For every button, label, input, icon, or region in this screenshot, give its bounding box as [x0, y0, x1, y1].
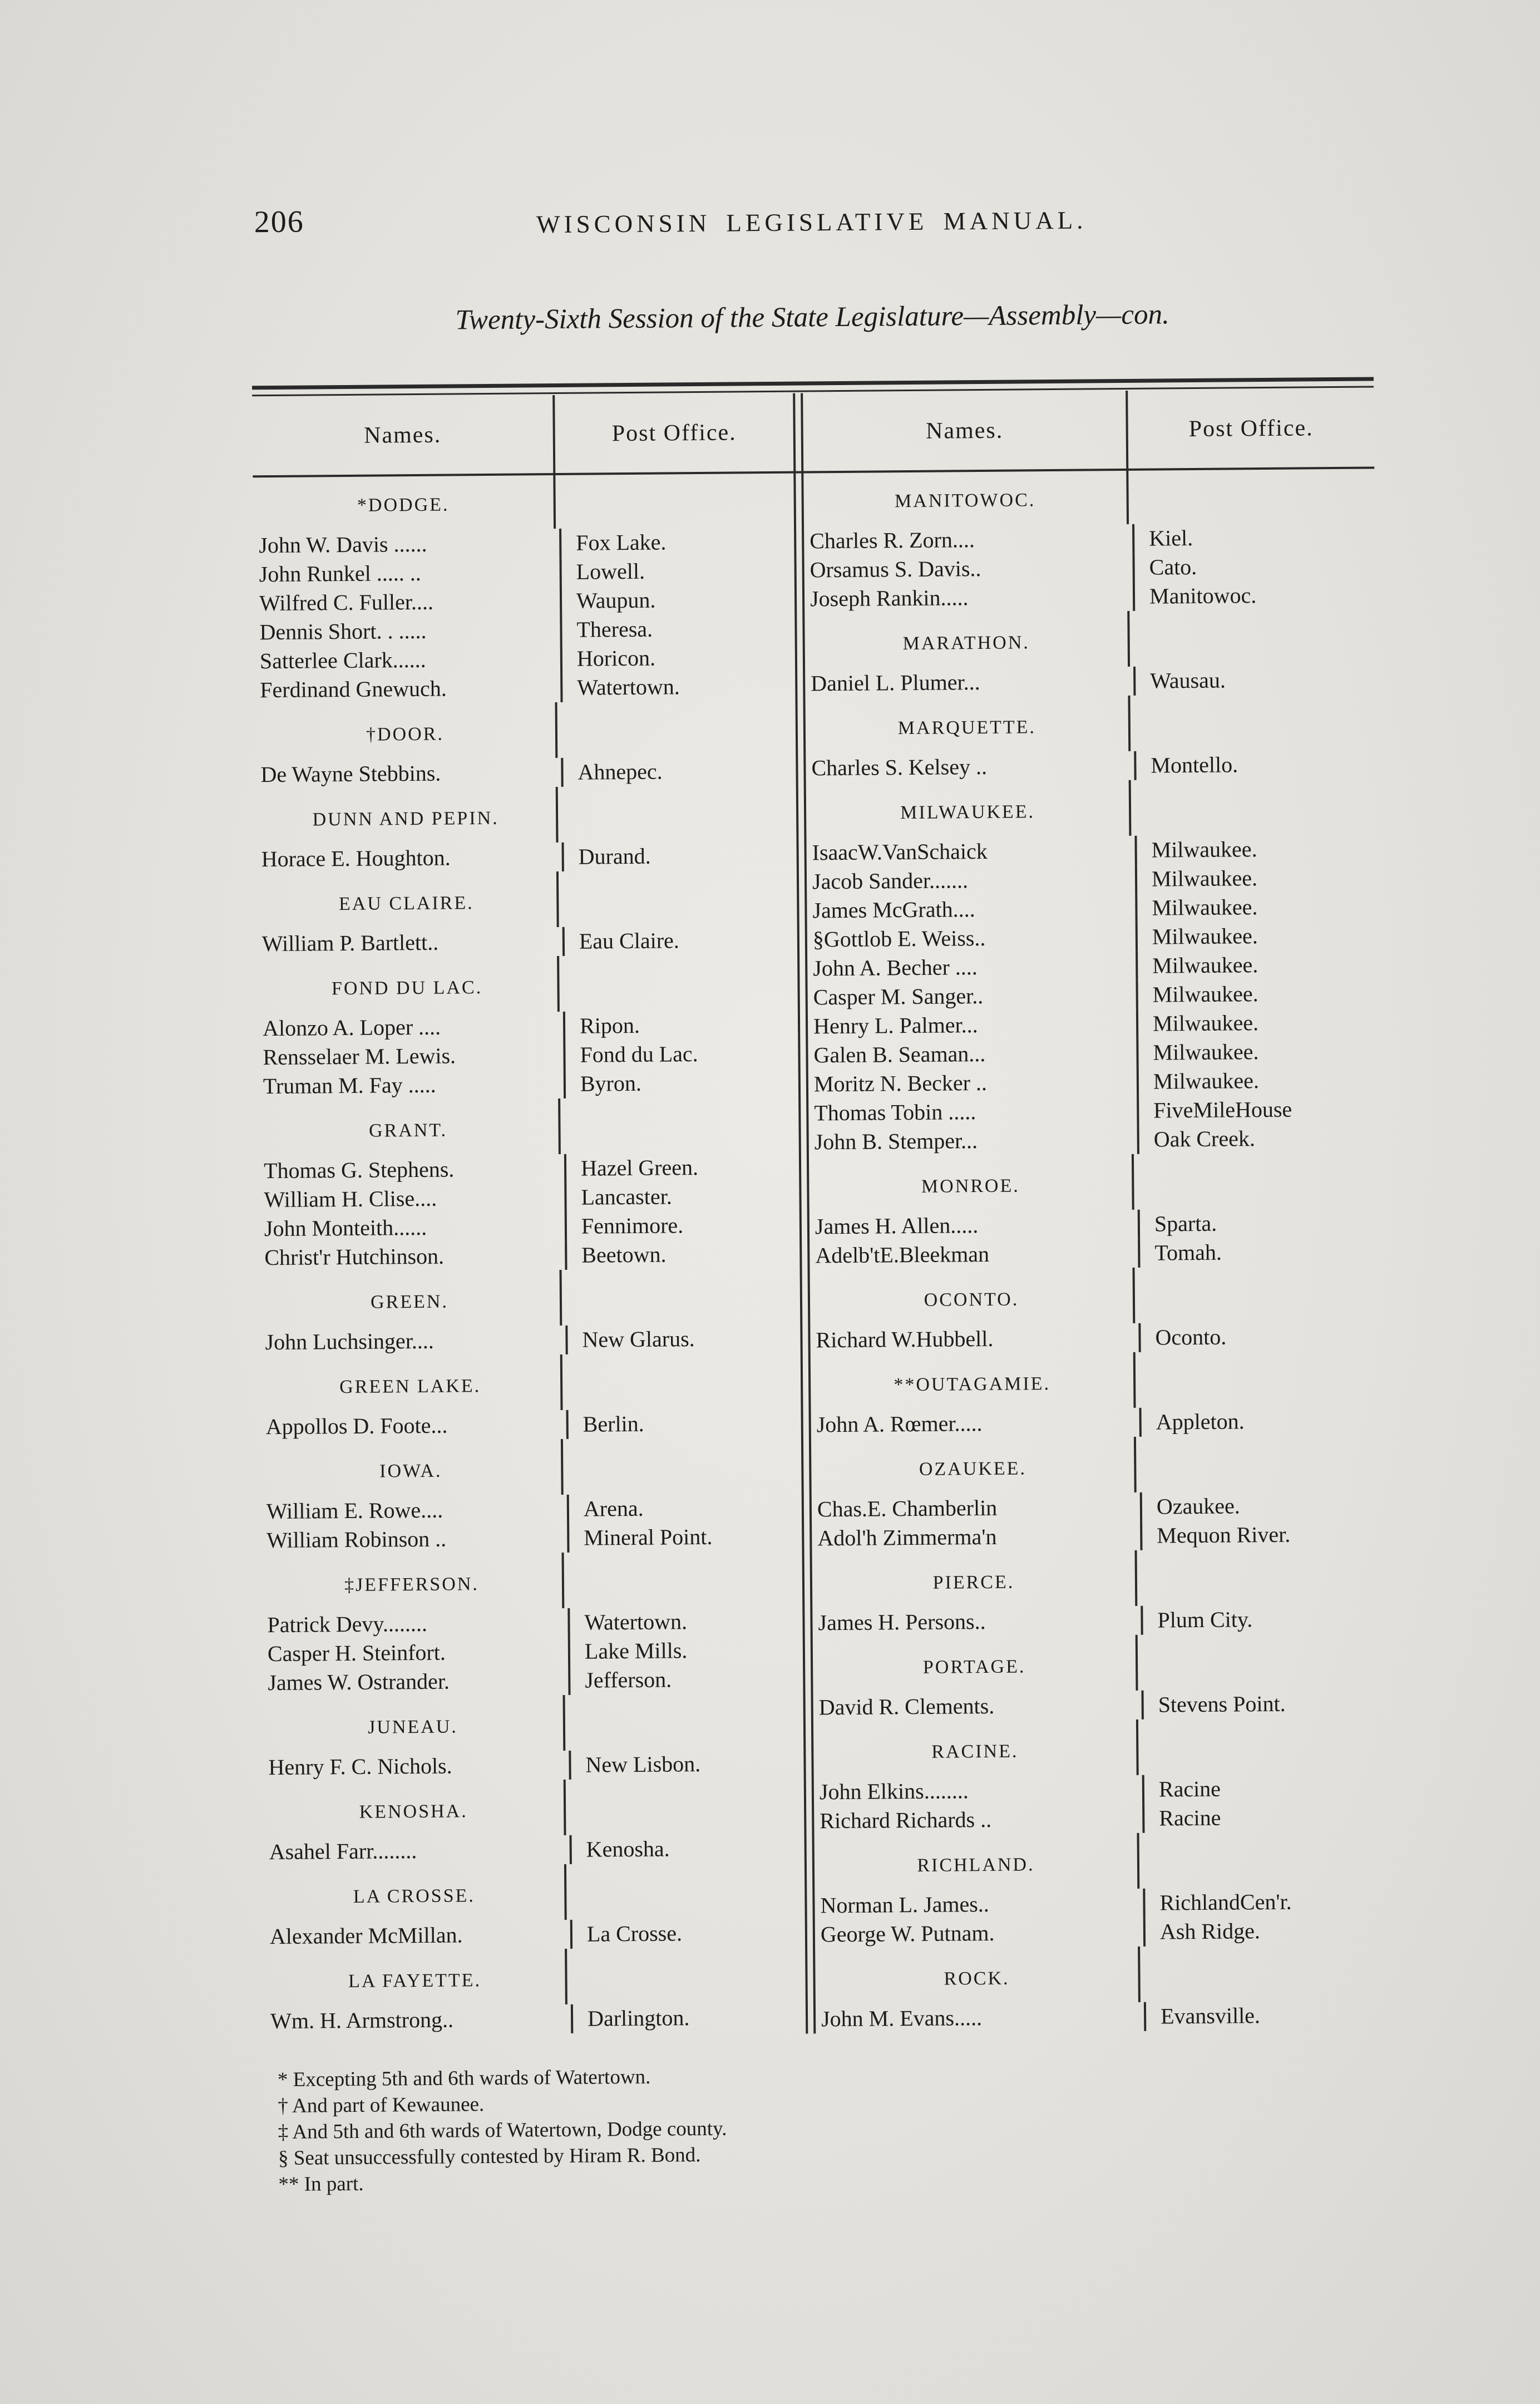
county-header: KENOSHA.	[263, 1780, 566, 1838]
county-header: OCONTO.	[810, 1268, 1136, 1326]
county-row	[259, 1268, 801, 1328]
county-row	[263, 1693, 804, 1753]
member-row	[808, 1094, 1379, 1127]
member-name: William Robinson ..	[261, 1524, 569, 1555]
member-name: Richard W.Hubbell.	[810, 1323, 1141, 1355]
county-header-spacer	[563, 1437, 802, 1495]
county-row	[811, 1435, 1383, 1495]
table-body	[252, 388, 1386, 2038]
member-name: Jacob Sander.......	[807, 865, 1137, 896]
county-row	[812, 1548, 1384, 1608]
member-name: James McGrath....	[807, 894, 1137, 925]
member-post-office: Arena.	[583, 1495, 644, 1521]
member-name: Chas.E. Chamberlin	[812, 1492, 1142, 1524]
table-right-half	[803, 388, 1386, 2033]
county-row	[264, 1947, 806, 2007]
county-header-spacer	[558, 785, 797, 843]
member-post-office: Milwaukee.	[1153, 1068, 1260, 1094]
member-row	[254, 585, 794, 618]
member-post-office: Darlington.	[587, 2005, 690, 2031]
member-row	[260, 1408, 801, 1442]
member-post-office: New Glarus.	[582, 1326, 695, 1352]
member-name: Norman L. James..	[815, 1889, 1145, 1920]
member-row	[806, 834, 1377, 867]
member-post-office: Ahnepec.	[578, 758, 663, 785]
table-right-sections	[803, 466, 1386, 2033]
member-name: Patrick Devy........	[261, 1608, 570, 1639]
member-name: Henry L. Palmer...	[808, 1009, 1138, 1041]
member-row	[810, 1321, 1381, 1354]
member-row	[258, 1181, 799, 1215]
county-header: MARATHON.	[804, 611, 1130, 669]
member-name: James H. Persons..	[812, 1606, 1143, 1638]
member-post-office: Jefferson.	[585, 1667, 672, 1693]
county-header-spacer	[1136, 1350, 1382, 1407]
member-post-office: Sparta.	[1154, 1210, 1217, 1237]
county-header: OZAUKEE.	[811, 1437, 1137, 1495]
footnotes	[278, 2057, 1540, 2198]
member-row	[258, 1068, 798, 1101]
county-row	[256, 870, 797, 930]
member-post-office: Waupun.	[576, 587, 656, 613]
county-row	[805, 693, 1376, 753]
county-header-spacer	[1130, 693, 1376, 751]
member-row	[814, 1802, 1385, 1835]
county-header: MONROE.	[809, 1154, 1134, 1213]
member-name: Rensselaer M. Lewis.	[257, 1041, 565, 1072]
member-post-office: Milwaukee.	[1152, 923, 1258, 949]
county-header: **OUTAGAMIE.	[811, 1352, 1136, 1411]
member-post-office: Mequon River.	[1157, 1521, 1291, 1548]
county-row	[260, 1353, 801, 1413]
assembly-members-table	[252, 377, 1386, 2038]
member-name: Henry F. C. Nichols.	[263, 1751, 571, 1782]
county-header-spacer	[564, 1551, 803, 1608]
member-row	[254, 643, 795, 676]
county-header-spacer	[566, 1863, 805, 1920]
member-post-office: Fond du Lac.	[580, 1041, 698, 1067]
member-name: Thomas G. Stephens.	[258, 1154, 566, 1185]
member-post-office: Fennimore.	[581, 1213, 684, 1239]
member-post-office: Fox Lake.	[576, 529, 667, 555]
member-name: Joseph Rankin.....	[804, 582, 1135, 614]
county-row	[263, 1778, 804, 1838]
member-post-office: Hazel Green.	[580, 1155, 699, 1181]
county-row	[255, 701, 796, 761]
county-header: GREEN.	[259, 1270, 562, 1328]
county-header-spacer	[1140, 1944, 1386, 2002]
member-row	[253, 527, 794, 560]
member-name: Casper M. Sanger..	[808, 981, 1138, 1012]
county-header-spacer	[567, 1947, 806, 2004]
county-row	[813, 1717, 1385, 1777]
footnote: ‡ And 5th and 6th wards of Watertown, Dodge county.	[278, 2117, 727, 2144]
county-row	[809, 1152, 1380, 1212]
member-name: Adol'h Zimmerma'n	[812, 1521, 1142, 1553]
member-post-office: Watertown.	[584, 1609, 688, 1635]
member-name: John Monteith......	[259, 1212, 567, 1243]
county-header: MARQUETTE.	[805, 696, 1131, 754]
county-row	[803, 466, 1375, 526]
county-header-spacer	[1138, 1633, 1384, 1690]
member-row	[812, 1519, 1383, 1553]
county-row	[815, 1831, 1386, 1891]
member-post-office: Evansville.	[1160, 2003, 1261, 2029]
member-name: Christ'r Hutchinson.	[259, 1241, 567, 1272]
county-header: †DOOR.	[255, 702, 558, 760]
member-row	[812, 1604, 1383, 1637]
county-header: ROCK.	[815, 1947, 1141, 2005]
member-name: Dennis Short. . .....	[254, 615, 562, 647]
member-row	[805, 664, 1376, 698]
member-row	[265, 2003, 806, 2036]
member-post-office: Milwaukee.	[1153, 1039, 1259, 1065]
county-row	[255, 785, 797, 845]
county-header-spacer	[1131, 778, 1378, 835]
member-post-office: RichlandCen'r.	[1159, 1889, 1292, 1915]
member-post-office: Appleton.	[1156, 1408, 1245, 1435]
member-post-office: Ripon.	[579, 1012, 640, 1038]
member-row	[810, 1237, 1380, 1270]
member-row	[810, 1208, 1380, 1241]
county-header: EAU CLAIRE.	[256, 871, 559, 929]
member-post-office: Lancaster.	[581, 1184, 672, 1210]
table-left-sections	[253, 471, 806, 2036]
section-title: Twenty-Sixth Session of the State Legislature—Assembly—con.	[455, 299, 1169, 336]
member-post-office: Horicon.	[576, 645, 656, 671]
member-post-office: Ash Ridge.	[1159, 1918, 1261, 1944]
member-post-office: Oconto.	[1155, 1324, 1227, 1350]
member-row	[809, 1123, 1380, 1156]
member-row	[257, 1010, 798, 1043]
county-header: GRANT.	[258, 1098, 561, 1156]
member-row	[808, 978, 1379, 1012]
member-row	[261, 1522, 802, 1555]
member-name: John A. Becher ....	[807, 952, 1138, 983]
county-row	[811, 1350, 1382, 1410]
member-post-office: Tomah.	[1154, 1239, 1222, 1265]
county-header: LA FAYETTE.	[264, 1949, 567, 2007]
member-row	[258, 1152, 799, 1186]
member-row	[808, 1007, 1379, 1041]
county-header: MILWAUKEE.	[806, 780, 1132, 839]
member-row	[806, 749, 1376, 782]
member-row	[804, 580, 1375, 613]
county-header: DUNN AND PEPIN.	[255, 787, 559, 845]
member-name: Appollos D. Foote...	[260, 1410, 569, 1441]
member-row	[254, 672, 795, 705]
member-name: John M. Evans.....	[816, 2002, 1146, 2034]
member-row	[816, 2000, 1386, 2033]
county-header: PORTAGE.	[813, 1635, 1138, 1693]
county-row	[261, 1551, 803, 1611]
member-name: David R. Clements.	[813, 1691, 1144, 1722]
member-name: William H. Clise....	[258, 1183, 566, 1214]
member-name: Alexander McMillan.	[264, 1920, 572, 1951]
county-header: LA CROSSE.	[264, 1864, 567, 1922]
county-header-spacer	[559, 870, 797, 927]
member-row	[807, 949, 1378, 983]
county-row	[804, 609, 1376, 669]
member-name: Charles S. Kelsey ..	[806, 751, 1136, 783]
member-post-office: Byron.	[580, 1070, 642, 1096]
county-header-spacer	[555, 471, 794, 529]
member-row	[253, 556, 794, 589]
member-name: Richard Richards ..	[814, 1804, 1144, 1836]
county-header-spacer	[1136, 1435, 1383, 1492]
member-name: Satterlee Clark......	[254, 644, 562, 676]
member-post-office: Manitowoc.	[1149, 583, 1257, 609]
member-name: Adelb'tE.Bleekman	[810, 1239, 1140, 1270]
member-row	[814, 1773, 1385, 1806]
member-name: IsaacW.VanSchaick	[806, 836, 1137, 868]
member-post-office: Eau Claire.	[579, 928, 679, 954]
county-row	[806, 778, 1378, 838]
county-header: JUNEAU.	[263, 1695, 566, 1753]
member-post-office: Ozaukee.	[1156, 1493, 1240, 1519]
member-name: John Luchsinger....	[259, 1326, 567, 1357]
page-number: 206	[254, 204, 304, 240]
column-header-postoffice-left: Post Office.	[611, 420, 737, 447]
column-header-postoffice-right: Post Office.	[1188, 415, 1314, 442]
county-row	[813, 1633, 1384, 1693]
member-name: John B. Stemper...	[809, 1125, 1139, 1157]
footnote: † And part of Kewaunee.	[278, 2093, 485, 2118]
member-row	[813, 1688, 1384, 1722]
county-header-spacer	[559, 954, 798, 1012]
member-post-office: Kiel.	[1149, 525, 1193, 551]
member-name: Alonzo A. Loper ....	[257, 1012, 565, 1043]
member-name: William E. Rowe....	[261, 1495, 569, 1526]
member-row	[259, 1324, 800, 1357]
county-row	[260, 1437, 802, 1497]
member-post-office: Lake Mills.	[584, 1638, 688, 1664]
county-header-spacer	[557, 701, 796, 758]
member-name: De Wayne Stebbins.	[255, 758, 563, 789]
member-name: Casper H. Steinfort.	[262, 1637, 570, 1668]
running-head	[250, 195, 1373, 255]
table-header-row-right	[803, 388, 1374, 471]
book-title: WISCONSIN LEGISLATIVE MANUAL.	[536, 206, 1087, 239]
footnote: * Excepting 5th and 6th wards of Watertown.	[277, 2065, 651, 2092]
column-header-names-left: Names.	[252, 395, 555, 475]
member-name: John Runkel ..... ..	[253, 558, 561, 589]
member-name: Orsamus S. Davis..	[804, 553, 1134, 585]
member-row	[808, 1065, 1379, 1098]
county-header-spacer	[1128, 466, 1375, 524]
member-post-office: Milwaukee.	[1151, 865, 1258, 891]
county-header: RACINE.	[813, 1720, 1139, 1778]
county-header: PIERCE.	[812, 1550, 1138, 1609]
county-header: ‡JEFFERSON.	[261, 1553, 565, 1610]
county-row	[258, 1097, 799, 1157]
member-name: James H. Allen.....	[810, 1210, 1140, 1242]
member-row	[807, 891, 1378, 925]
member-post-office: Milwaukee.	[1151, 836, 1257, 863]
footnote: ** In part.	[278, 2172, 364, 2196]
county-header-spacer	[1139, 1831, 1386, 1888]
member-row	[261, 1493, 802, 1526]
member-row	[262, 1664, 803, 1698]
member-post-office: FiveMileHouse	[1153, 1096, 1292, 1123]
member-post-office: Cato.	[1149, 554, 1197, 580]
member-name: Wm. H. Armstrong..	[265, 2004, 573, 2036]
member-row	[804, 522, 1375, 555]
member-post-office: Milwaukee.	[1152, 894, 1258, 920]
member-row	[815, 1915, 1386, 1949]
member-name: Thomas Tobin .....	[808, 1096, 1139, 1128]
member-post-office: Lowell.	[576, 558, 645, 584]
member-row	[254, 614, 794, 647]
member-row	[257, 1039, 798, 1072]
member-name: James W. Ostrander.	[262, 1666, 570, 1697]
member-row	[259, 1239, 799, 1273]
county-header-spacer	[562, 1268, 801, 1326]
member-row	[256, 841, 797, 874]
member-row	[812, 1490, 1383, 1524]
county-header: IOWA.	[260, 1439, 564, 1497]
member-row	[264, 1918, 805, 1952]
county-header-spacer	[1138, 1717, 1385, 1775]
member-name: John Elkins........	[814, 1775, 1144, 1807]
member-name: Galen B. Seaman...	[808, 1038, 1138, 1070]
member-row	[255, 756, 796, 790]
member-post-office: Milwaukee.	[1152, 1010, 1259, 1036]
member-row	[807, 920, 1378, 954]
member-name: George W. Putnam.	[815, 1918, 1146, 1949]
table-header-row-left	[252, 393, 793, 476]
county-header-spacer	[565, 1693, 804, 1751]
county-row	[253, 471, 794, 531]
member-row	[807, 863, 1378, 896]
member-post-office: Racine	[1159, 1805, 1221, 1831]
member-post-office: Kenosha.	[586, 1836, 670, 1862]
member-name: William P. Bartlett..	[256, 927, 565, 958]
member-post-office: Mineral Point.	[584, 1524, 713, 1550]
member-post-office: Berlin.	[583, 1411, 644, 1437]
table-left-half	[252, 393, 806, 2038]
member-row	[264, 1834, 804, 1867]
county-header-spacer	[562, 1353, 801, 1410]
county-row	[815, 1944, 1386, 2004]
county-header: RICHLAND.	[815, 1833, 1140, 1891]
member-post-office: Durand.	[578, 843, 651, 869]
county-header-spacer	[1134, 1152, 1380, 1209]
member-row	[262, 1635, 803, 1669]
county-row	[264, 1863, 805, 1923]
county-row	[256, 954, 798, 1014]
county-row	[810, 1265, 1381, 1326]
county-header-spacer	[1135, 1265, 1381, 1323]
member-post-office: Plum City.	[1157, 1607, 1253, 1633]
member-post-office: Watertown.	[577, 674, 680, 700]
member-post-office: Montello.	[1151, 752, 1238, 778]
member-post-office: Milwaukee.	[1152, 952, 1258, 978]
member-post-office: Racine	[1158, 1776, 1221, 1802]
county-header: FOND DU LAC.	[256, 956, 560, 1014]
member-row	[808, 1036, 1379, 1070]
county-header-spacer	[1137, 1548, 1384, 1605]
member-name: Horace E. Houghton.	[256, 843, 564, 874]
member-post-office: New Lisbon.	[585, 1751, 701, 1777]
column-header-names-right: Names.	[803, 391, 1128, 471]
member-name: Wilfred C. Fuller....	[254, 587, 562, 618]
member-row	[263, 1749, 803, 1782]
footnote: § Seat unsuccessfully contested by Hiram R. Bond.	[278, 2144, 701, 2170]
member-row	[811, 1406, 1382, 1439]
member-post-office: Oak Creek.	[1153, 1126, 1256, 1152]
member-row	[259, 1210, 799, 1244]
county-header-spacer	[560, 1097, 799, 1154]
county-header: MANITOWOC.	[803, 469, 1129, 527]
member-post-office: Milwaukee.	[1152, 981, 1258, 1007]
member-row	[804, 551, 1375, 584]
member-post-office: Stevens Point.	[1158, 1691, 1286, 1717]
county-header: GREEN LAKE.	[260, 1354, 563, 1412]
member-post-office: La Crosse.	[586, 1920, 683, 1947]
member-name: Ferdinand Gnewuch.	[254, 673, 562, 705]
member-post-office: Theresa.	[576, 616, 653, 642]
member-name: Truman M. Fay .....	[258, 1070, 566, 1101]
member-row	[815, 1886, 1385, 1920]
member-name: Charles R. Zorn....	[804, 524, 1134, 556]
member-row	[256, 925, 797, 959]
member-name: John W. Davis ......	[253, 529, 561, 560]
member-name: Moritz N. Becker ..	[808, 1067, 1139, 1099]
member-post-office: Wausau.	[1150, 667, 1226, 693]
county-header-spacer	[1129, 609, 1376, 666]
member-name: Daniel L. Plumer...	[805, 667, 1136, 698]
member-row	[261, 1607, 802, 1640]
member-name: §Gottlob E. Weiss..	[807, 923, 1138, 954]
county-header-spacer	[566, 1778, 804, 1835]
member-post-office: Beetown.	[581, 1242, 667, 1268]
member-name: John A. Rœmer.....	[811, 1408, 1142, 1440]
member-name: Asahel Farr........	[264, 1835, 572, 1866]
county-header: *DODGE.	[253, 473, 556, 531]
